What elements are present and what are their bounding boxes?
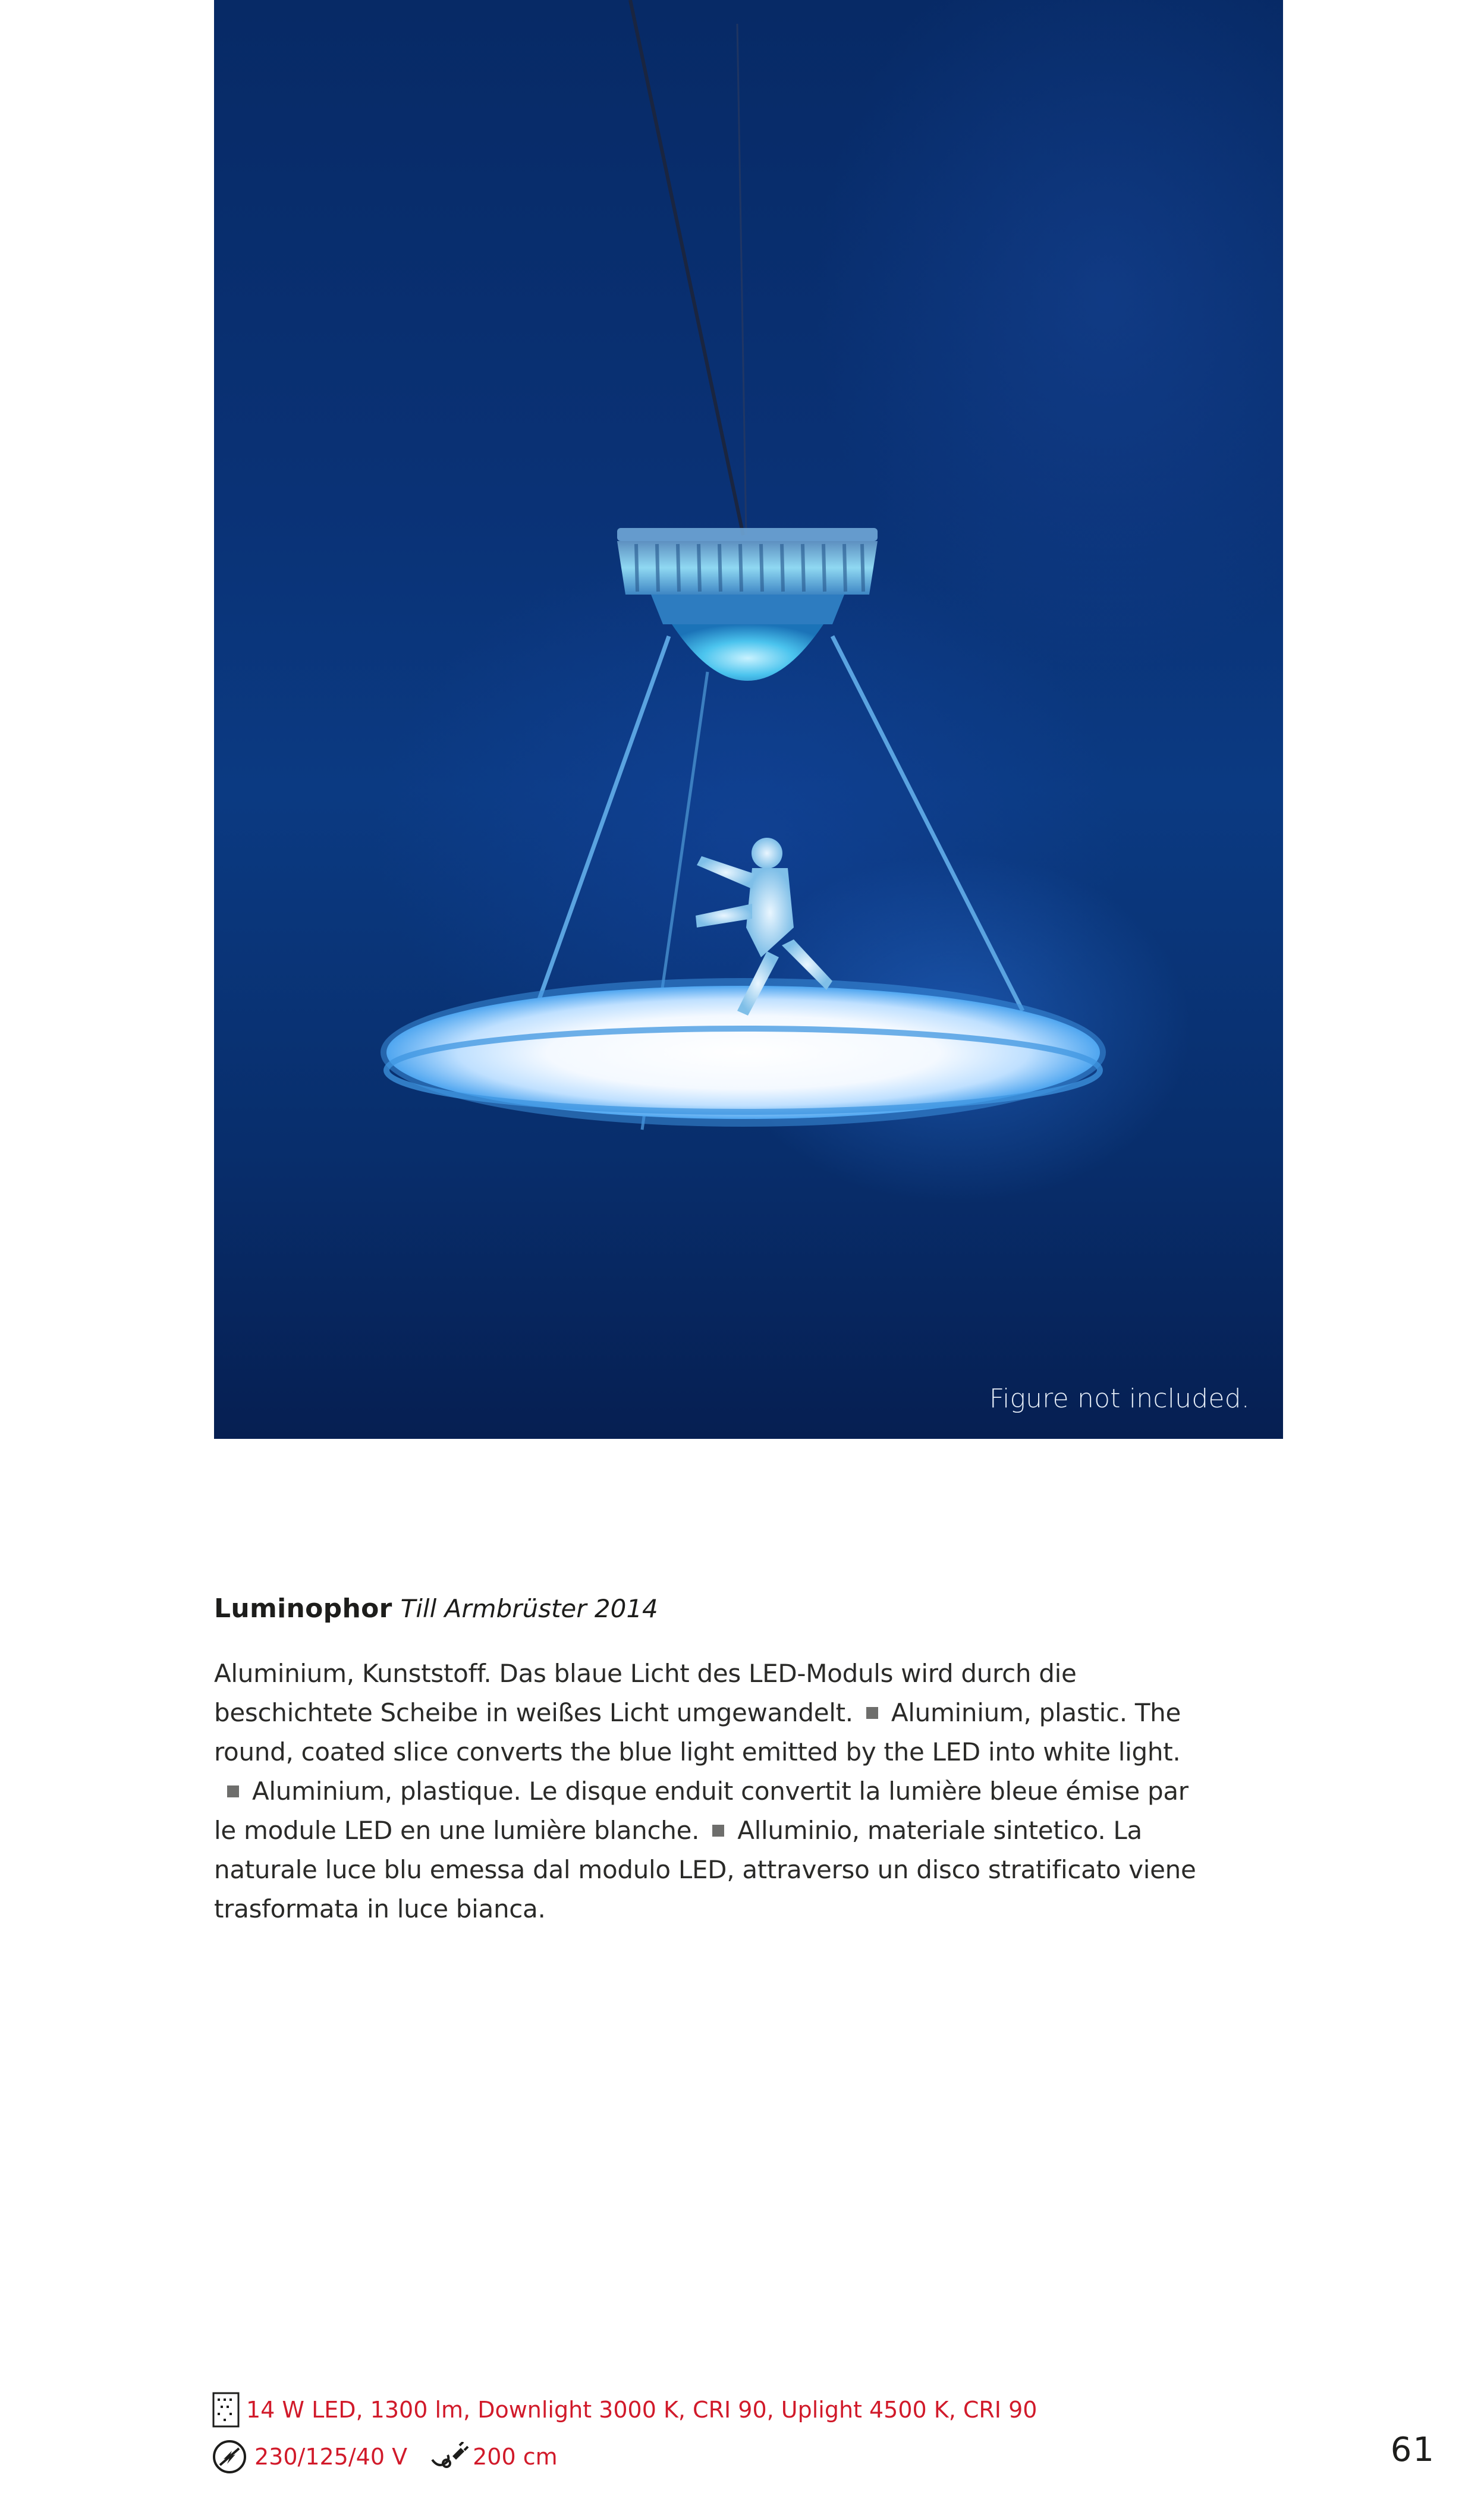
lamp-cap-top bbox=[617, 528, 878, 541]
product-designer: Till Armbrüster 2014 bbox=[400, 1594, 658, 1623]
cable-plug-icon bbox=[430, 2442, 469, 2472]
led-dome bbox=[672, 624, 823, 681]
product-title bbox=[214, 1593, 658, 1624]
description-en: Aluminium, plastic. The round, coated slice converts the blue light emitted by the LED into white light. bbox=[214, 1698, 1181, 1766]
pendant-lamp-illustration bbox=[214, 0, 1283, 1439]
spec-voltage-text: 230/125/40 V bbox=[254, 2444, 408, 2470]
description-it: Alluminio, materiale sintetico. La naturale luce blu emessa dal modulo LED, attraverso un disco stratificato viene trasformata in luce bianca. bbox=[214, 1816, 1196, 1923]
spec-power bbox=[212, 2439, 558, 2475]
separator-square-icon bbox=[712, 1825, 724, 1837]
suspension-cable bbox=[737, 24, 746, 535]
description-fr: Aluminium, plastique. Le disque enduit convertit la lumière bleue émise par le module LED en une lumière blanche. bbox=[214, 1777, 1189, 1845]
support-rod bbox=[832, 636, 1023, 1011]
lamp-collar bbox=[651, 595, 844, 624]
separator-square-icon bbox=[227, 1785, 239, 1797]
spec-light-text: 14 W LED, 1300 lm, Downlight 3000 K, CRI 90, Uplight 4500 K, CRI 90 bbox=[246, 2397, 1037, 2423]
support-rod bbox=[535, 636, 669, 1011]
separator-square-icon bbox=[866, 1707, 878, 1719]
photo-caption: Figure not included. bbox=[989, 1384, 1250, 1414]
page-number: 61 bbox=[1390, 2431, 1435, 2469]
product-photo bbox=[214, 0, 1283, 1439]
product-name: Luminophor bbox=[214, 1593, 392, 1624]
spec-cable-text: 200 cm bbox=[473, 2444, 558, 2470]
led-module-icon bbox=[212, 2391, 240, 2428]
product-description bbox=[214, 1654, 1201, 1929]
spec-light bbox=[212, 2391, 1037, 2428]
transformer-icon bbox=[212, 2439, 247, 2475]
suspension-cable bbox=[630, 0, 743, 535]
description-de: Aluminium, Kunststoff. Das blaue Licht des LED-Moduls wird durch die beschichtete Scheibe in weißes Licht umgewandelt. bbox=[214, 1659, 1077, 1727]
